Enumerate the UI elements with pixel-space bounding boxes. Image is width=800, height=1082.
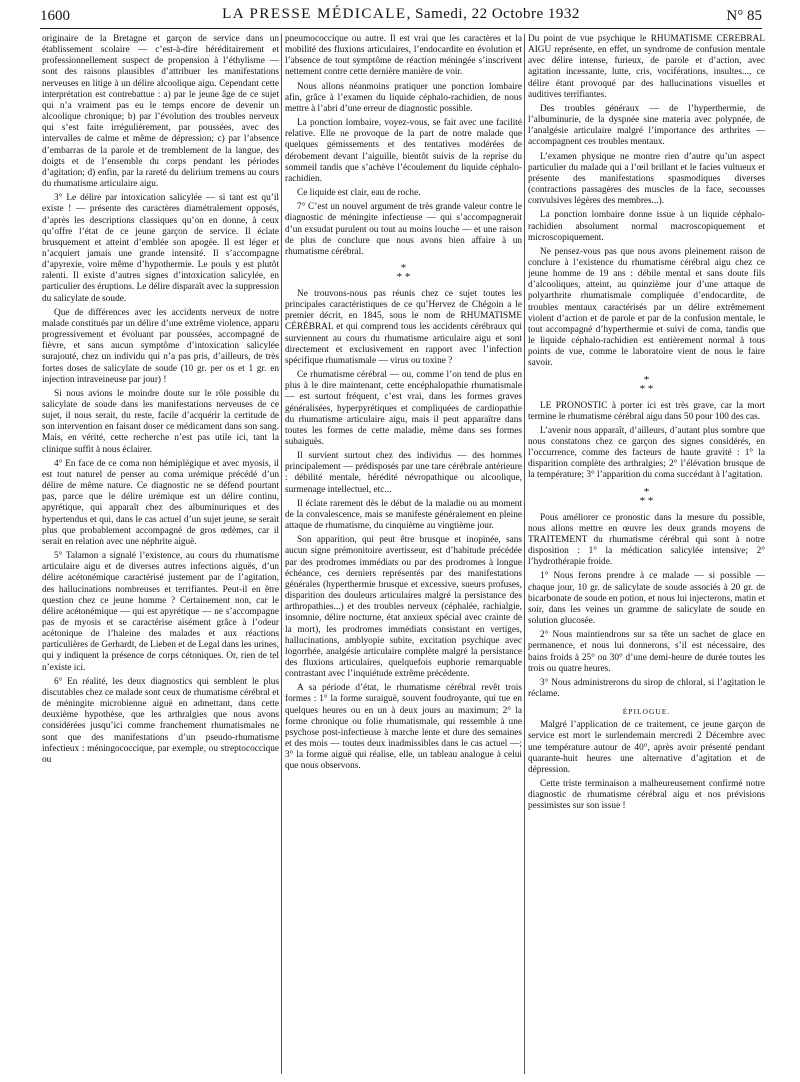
paragraph: Nous allons néanmoins pratiquer une ponction lombaire afin, grâce à l’examen du liquide céphalo-rachidien, de nous mettre à l’abri d’une erreur de diagnostic possible. [285, 81, 522, 114]
section-separator: * * * [396, 261, 411, 283]
paragraph: Que de différences avec les accidents nerveux de notre malade constitués par un délire d’une extrême violence, apparu progressivement et évoluant par poussées, accompagné de fièvre, et sans aucun symptôme d’intoxication salicylée surajouté, chez un individu qui n’a pas pris, d’ailleurs, de très fortes doses de salicylate de soude (10 gr. per os et 1 gr. en injection intraveineuse par jour) ! [42, 307, 279, 385]
paragraph: Il survient surtout chez des individus — des hommes principalement — prédisposés par une tare cérébrale antérieure : débilité mentale, hérédité névropathique ou alcoolique, surmenage intellectuel, etc... [285, 451, 522, 495]
paragraph: originaire de la Bretagne et garçon de service dans un établissement scolaire — c’est-à-dire héréditairement et professionnellement suspect de propension à l’éthylisme — sont des raisons plausibles d’attribuer les manifestations nerveuses en litige à un délire alcoolique aigu. Cependant cette interprétation est contrebattue : a) par le jeune âge de ce sujet qui n’a vraiment pas eu le temps encore de devenir un alcoolique chronique; b) par l’évolution des troubles nerveux qui s’est faite irrégulièrement, par poussées, avec des intervalles de calme et même de dépression; c) par l’absence d’embarras de la parole et de tremblement de la langue, des doigts et de l’ensemble du corps pendant les périodes d’agitation; d) enfin, par la rareté du delirium tremens au cours du rhumatisme articulaire aigu. [42, 34, 279, 190]
paragraph: 3° Le délire par intoxication salicylée — si tant est qu’il existe ! — présente des caractères diamétralement opposés, d’après les descriptions classiques qu’on en donne, à ceux qu’offre l’état de ce jeune garçon de service. Il éclate brusquement et atteint d’emblée son apogée. Il est léger et n’acquiert jamais une grande intensité. Il s’accompagne d’apyrexie, voire même d’hypothermie. Le pouls y est plutôt ralenti. Il existe d’autres signes d’intoxication salicylée, en particulier des éruptions. Le délire disparaît avec la suppression du salicylate de soude. [42, 193, 279, 304]
paragraph: 4° En face de ce coma non hémiplégique et avec myosis, il est tout naturel de penser au coma urémique précédé d’un délire de même nature. Ce diagnostic ne se défend pourtant pas, parce que le délire urémique est un délire continu, apyrétique, qui apparaît chez des albuminuriques et des hypertendus et qui, dans le cas actuel d’un sujet jeune, se serait plus que probablement accompagné de gros œdèmes, car il serait en relation avec une néphrite aiguë. [42, 458, 279, 547]
paragraph: Des troubles généraux — de l’hyperthermie, de l’albuminurie, de la dyspnée sine materia avec polypnée, de l’analgésie articulaire malgré l’importance des arthrites — accompagnent ces troubles mentaux. [528, 103, 765, 148]
paragraph: L’avenir nous apparaît, d’ailleurs, d’autant plus sombre que nous constatons chez ce garçon des signes considérés, en l’occurrence, comme des facteurs de haute gravité : 1° la disparition complète des arthralgies; 2° l’élévation brusque de la température; 3° l’apparition du coma succédant à l’agitation. [528, 425, 765, 481]
paragraph: Si nous avions le moindre doute sur le rôle possible du salicylate de soude dans les manifestations nerveuses de ce sujet, il nous serait, du reste, facile d’acquérir la certitude de son intervention en faisant doser ce médicament dans son sang. Mais, en vérité, cette recherche n’est pas utile ici, tant la clinique suffit à nous éclairer. [42, 388, 279, 455]
paragraph: Ce rhumatisme cérébral — ou, comme l’on tend de plus en plus à le dire maintenant, cette encéphalopathie rhumatismale — est surtout fréquent, c’est vrai, dans les formes graves généralisées, hyperpyrétiques et compliquées de cardiopathie du rhumatisme articulaire aigu, mais il peut apparaître dans toutes les formes de cette maladie, même dans ses formes subaiguës. [285, 370, 522, 447]
paragraph: 2° Nous maintiendrons sur sa tête un sachet de glace en permanence, et nous lui donnerons, s’il est nécessaire, des bains froids à 25° ou 30° d’une demi-heure de durée toutes les trois ou quatre heures. [528, 630, 765, 674]
paragraph: 6° En réalité, les deux diagnostics qui semblent le plus discutables chez ce malade sont ceux de rhumatisme cérébral et de méningite microbienne aiguë en admettant, dans cette deuxième hypothèse, que les arthralgies que nous avons considérées jusqu’ici comme franchement rhumatismales ne sont que des manifestations d’un pseudo-rhumatisme infectieux : méningococcique, par exemple, ou streptococcique ou [42, 676, 279, 765]
running-title [40, 6, 762, 23]
paragraph: 5° Talamon a signalé l’existence, au cours du rhumatisme articulaire aigu et de diverses autres infections aiguës, d’un délire acétonémique caractérisé justement par de l’agitation, des hallucinations nombreuses et terrifiantes. Peut-il en être question chez ce jeune homme ? Certainement non, car le délire acétonémique — qui est apyrétique — ne s’accompagne pas de myosis et se caractérise aisément grâce à l’odeur acétonique de l’haleine des malades et aux réactions particulières de Gerhardt, de Lieben et de Legal dans les urines, qui y indiquent la présence de corps cétoniques. Or, rien de tel n’existe ici. [42, 551, 279, 673]
header-rule [40, 28, 762, 29]
paragraph: 3° Nous administrerons du sirop de chloral, si l’agitation le réclame. [528, 677, 765, 699]
paragraph: Ce liquide est clair, eau de roche. [297, 188, 421, 199]
journal-name: LA PRESSE MÉDICALE [222, 6, 407, 22]
paragraph: 1° Nous ferons prendre à ce malade — si possible — chaque jour, 10 gr. de salicylate de soude associés à 20 gr. de bicarbonate de soude en potion, et nous lui injecterons, matin et soir, dans les veines un gramme de salicylate de soude en solution glucosée. [528, 571, 765, 627]
issue-date: , Samedi, 22 Octobre 1932 [406, 6, 580, 22]
paragraph: pneumococcique ou autre. Il est vrai que les caractères et la mobilité des fluxions articulaires, l’endocardite en évolution et l’absence de tout symptôme de réaction méningée s’inscrivent nettement contre cette dernière manière de voir. [285, 34, 522, 78]
column-right [528, 34, 765, 1074]
paragraph: La ponction lombaire donne issue à un liquide céphalo-rachidien absolument normal macroscopiquement et microscopiquement. [528, 210, 765, 243]
section-separator: * * * [639, 485, 654, 507]
paragraph: Ne pensez-vous pas que nous avons pleinement raison de conclure à l’existence du rhumatisme cérébral aigu chez ce jeune homme de 19 ans : débile mental et sans doute fils d’alcooliques, atteint, au quinzième jour d’une attaque de polyarthrite rhumatismale compliquée d’endocardite, de troubles mentaux caractérisés par un délire extrêmement violent d’action et de parole et par de la confusion mentale, le tout accompagné d’hyperthermie et suivi de coma, tandis que le liquide céphalo-rachidien est entièrement normal à tous points de vue, comme le laboratoire vient de nous le faire savoir. [528, 246, 765, 369]
section-separator: * * * [639, 373, 654, 395]
column-divider [524, 34, 525, 1074]
paragraph: Ne trouvons-nous pas réunis chez ce sujet toutes les principales caractéristiques de ce qu’Hervez de Chégoin a le premier décrit, en 1845, sous le nom de RHUMATISME CÉRÉBRAL et qui comprend tous les accidents cérébraux qui surviennent au cours du rhumatisme articulaire aigu et sont directement et exclusivement en rapport avec l’infection spécifique rhumatismale — virus ou toxine ? [285, 288, 522, 366]
paragraph: Malgré l’application de ce traitement, ce jeune garçon de service est mort le surlendemain mercredi 2 Décembre avec une température autour de 40°, après avoir présenté pendant quarante-huit heures une alternative d’agitation et de dépression. [528, 720, 765, 775]
paragraph: Du point de vue psychique le RHUMATISME CÉRÉBRAL AIGU représente, en effet, un syndrome de confusion mentale avec délire intense, furieux, de parole et d’action, avec agitation incessante, lutte, cris, vociférations, insultes..., ce délire étant provoqué par des hallucinations visuelles et auditives terrifiantes. [528, 34, 765, 100]
column-middle [285, 34, 522, 1074]
paragraph: Il éclate rarement dès le début de la maladie ou au moment de la convalescence, mais se manifeste généralement en pleine attaque de rhumatisme, du cinquième au vingtième jour. [285, 498, 522, 532]
column-left [42, 34, 279, 1074]
paragraph: LE PRONOSTIC à porter ici est très grave, car la mort termine le rhumatisme cérébral aigu dans 50 pour 100 des cas. [528, 400, 765, 422]
paragraph: La ponction lombaire, voyez-vous, se fait avec une facilité relative. Elle ne provoque de la part de notre malade que quelques gémissements et des tentatives modérées de dérobement devant l’aiguille, bientôt suivis de la reprise du sommeil tandis que s’achève l’écoulement du liquide céphalo-rachidien. [285, 118, 522, 184]
epilogue-heading: ÉPILOGUE. [622, 707, 671, 717]
column-divider [281, 34, 282, 1074]
paragraph: Cette triste terminaison a malheureusement confirmé notre diagnostic de rhumatisme cérébral aigu et nos prévisions pessimistes sur son issue ! [528, 779, 765, 812]
paragraph: A sa période d’état, le rhumatisme cérébral revêt trois formes : 1° la forme suraiguë, souvent foudroyante, qui tue en quelques heures ou en un à deux jours au maximum; 2° la forme chronique ou folie rhumatismale, qui ressemble à une psychose post-infectieuse à marche lente et dure des semaines et des mois — toutes deux inadmissibles dans le cas actuel —; 3° la forme aiguë qui réalise, elle, un tableau analogue à celui que nous observons. [285, 683, 522, 772]
issue-number: N° 85 [726, 8, 762, 24]
paragraph: Son apparition, qui peut être brusque et inopinée, sans aucun signe prémonitoire avertisseur, est d’habitude précédée par des prodromes immédiats ou par des prodromes à longue échéance, ces derniers représentés par des manifestations générales (hyperthermie brusque et excessive, sueurs profuses, disparition des douleurs articulaires malgré la persistance des arthropathies...) et des troubles nerveux (céphalée, rachialgie, insomnie, délire nocturne, état anxieux spécial avec crainte de la mort), les prodromes immédiats consistant en vertiges, hallucinations, amblyopie subite, excitation psychique avec logorrhée, analgésie articulaire complète malgré la persistance des fluxions articulaires, quelquefois euphorie remarquable contrastant avec l’inquiétude extrême précédente. [285, 535, 522, 680]
page-header [40, 6, 762, 26]
paragraph: L’examen physique ne montre rien d’autre qu’un aspect particulier du malade qui a l’œil brillant et le facies vultueux et présente des manifestations spasmodiques diverses (contractions passagères des muscles de la face, secousses convulsives légères des membres...). [528, 151, 765, 207]
page-number: 1600 [40, 8, 70, 24]
paragraph: Pous améliorer ce pronostic dans la mesure du possible, nous allons mettre en œuvre les deux grands moyens de TRAITEMENT du rhumatisme cérébral qui sont à notre disposition : 1° la médication salicylée intensive; 2° l’hydrothérapie froide. [528, 512, 765, 568]
paragraph: 7° C’est un nouvel argument de très grande valeur contre le diagnostic de méningite infectieuse — qui s’accompagnerait d’un exsudat purulent ou tout au moins louche — et une raison de plus de conclure que nous avons bien affaire à un rhumatisme cérébral. [285, 202, 522, 257]
